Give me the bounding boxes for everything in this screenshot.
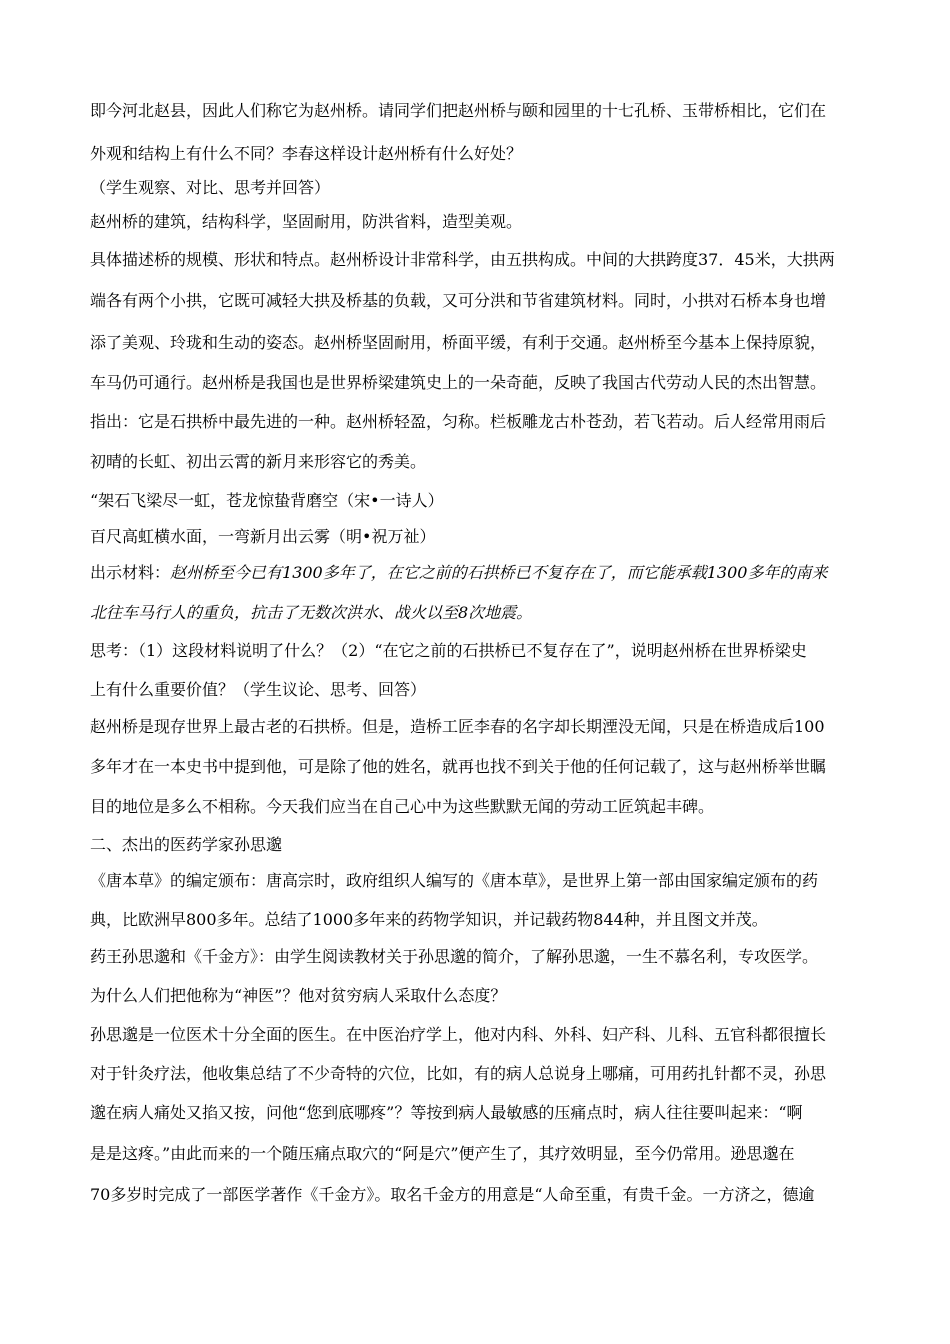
text-line: 孙思邈是一位医术十分全面的医生。在中医治疗学上，他对内科、外科、妇产科、儿科、五官科都很擅长 [90,1025,827,1044]
text-line: 药王孙思邈和《千金方》：由学生阅读教材关于孙思邈的简介，了解孙思邈，一生不慕名利，专攻医学。 [90,947,819,966]
text-line: 添了美观、玲珑和生动的姿态。赵州桥坚固耐用，桥面平缓，有利于交通。赵州桥至今基本上保持原貌， [90,333,827,352]
text-line: 赵州桥的建筑，结构科学，坚固耐用，防洪省料，造型美观。 [90,212,523,231]
section-heading: 二、杰出的医药学家孙思邈 [90,835,283,854]
text-line: 车马仍可通行。赵州桥是我国也是世界桥梁建筑史上的一朵奇葩，反映了我国古代劳动人民的杰出智慧。 [90,373,827,392]
text-line: 70多岁时完成了一部医学著作《千金方》。取名千金方的用意是“人命至重，有贵千金。一方济之，德逾 [90,1185,815,1204]
text-line: 思考：（1）这段材料说明了什么？（2）“在它之前的石拱桥已不复存在了”，说明赵州桥在世界桥梁史 [90,641,807,660]
material-text: 北往车马行人的重负，抗击了无数次洪水、战火以至8次地震。 [90,603,533,622]
text-line: 对于针灸疗法，他收集总结了不少奇特的穴位，比如，有的病人总说身上哪痛，可用药扎针都不灵，孙思 [90,1064,827,1083]
text-line: 上有什么重要价值？（学生议论、思考、回答） [90,680,427,699]
text-line: 外观和结构上有什么不同？李春这样设计赵州桥有什么好处？ [90,144,523,163]
text-line: 指出：它是石拱桥中最先进的一种。赵州桥轻盈，匀称。栏板雕龙古朴苍劲，若飞若动。后人经常用雨后 [90,412,827,431]
text-line: 端各有两个小拱，它既可减轻大拱及桥基的负载，又可分洪和节省建筑材料。同时，小拱对石桥本身也增 [90,291,827,310]
quoted-material [90,562,870,584]
text-line: 为什么人们把他称为“神医”？他对贫穷病人采取什么态度？ [90,986,507,1005]
text-line: 是是这疼。”由此而来的一个随压痛点取穴的“阿是穴”便产生了，其疗效明显，至今仍常用。逊思邈在 [90,1144,795,1163]
text-line: 赵州桥是现存世界上最古老的石拱桥。但是，造桥工匠李春的名字却长期湮没无闻，只是在桥造成后100 [90,717,825,736]
text-line: 初晴的长虹、初出云霄的新月来形容它的秀美。 [90,452,427,471]
poem-line: 百尺高虹横水面，一弯新月出云雾（明•祝万祉） [90,527,436,546]
text-line: 多年才在一本史书中提到他，可是除了他的姓名，就再也找不到关于他的任何记载了，这与赵州桥举世瞩 [90,757,827,776]
text-line: 即今河北赵县，因此人们称它为赵州桥。请同学们把赵州桥与颐和园里的十七孔桥、玉带桥相比，它们在 [90,101,827,120]
text-line: 典，比欧洲早800多年。总结了1000多年来的药物学知识，并记载药物844种，并且图文并茂。 [90,910,768,929]
text-line: 具体描述桥的规模、形状和特点。赵州桥设计非常科学，由五拱构成。中间的大拱跨度37．45米，大拱两 [90,250,835,269]
poem-line: “架石飞梁尽一虹，苍龙惊蛰背磨空（宋•一诗人） [90,491,444,510]
text-line: 目的地位是多么不相称。今天我们应当在自己心中为这些默默无闻的劳动工匠筑起丰碑。 [90,797,715,816]
text-line: 《唐本草》的编定颁布：唐高宗时，政府组织人编写的《唐本草》，是世界上第一部由国家编定颁布的药 [90,871,819,890]
material-text: 赵州桥至今已有1300多年了，在它之前的石拱桥已不复存在了，而它能承载1300多年的南来 [170,563,828,582]
text-line: （学生观察、对比、思考并回答） [90,178,331,197]
text-line: 邈在病人痛处又掐又按，问他“您到底哪疼”？等按到病人最敏感的压痛点时，病人往往要叫起来：“啊 [90,1103,803,1122]
material-label: 出示材料： [90,563,171,582]
